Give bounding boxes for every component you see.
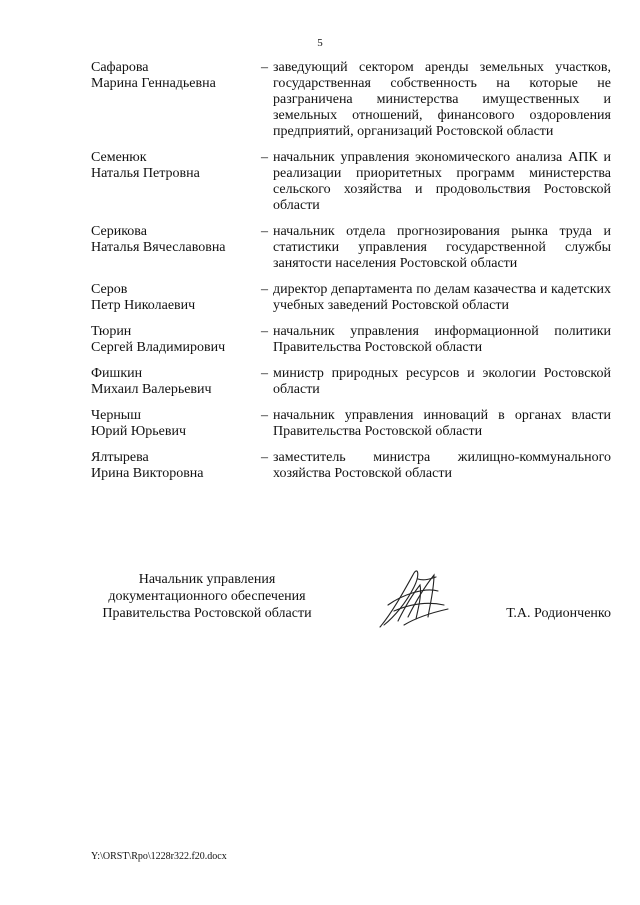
member-given-names: Михаил Валерьевич xyxy=(91,382,212,397)
member-name xyxy=(91,366,257,398)
member-name xyxy=(91,324,257,356)
dash: – xyxy=(261,324,268,339)
list-item xyxy=(91,60,611,140)
dash: – xyxy=(261,408,268,423)
member-surname: Тюрин xyxy=(91,324,132,339)
member-surname: Черныш xyxy=(91,408,141,423)
member-surname: Ялтырева xyxy=(91,450,149,465)
signer-name: Т.А. Родионченко xyxy=(506,606,611,621)
signer-title-line: документационного обеспечения xyxy=(108,589,306,604)
member-surname: Сафарова xyxy=(91,60,149,75)
member-given-names: Сергей Владимирович xyxy=(91,340,226,355)
member-given-names: Наталья Петровна xyxy=(91,166,200,181)
page-number: 5 xyxy=(317,37,323,49)
list-item xyxy=(91,408,611,440)
member-name xyxy=(91,150,257,182)
list-item xyxy=(91,450,611,482)
list-item xyxy=(91,150,611,214)
member-given-names: Петр Николаевич xyxy=(91,298,196,313)
members-list xyxy=(91,60,611,492)
file-path: Y:\ORST\Rpo\1228r322.f20.docx xyxy=(91,851,227,862)
member-position: начальник управления экономического анализа АПК и реализации приоритетных программ министерства сельского хозяйства и продовольствия Ростовской области xyxy=(273,150,611,213)
handwritten-signature xyxy=(374,565,454,635)
member-name xyxy=(91,282,257,314)
list-item xyxy=(91,224,611,272)
dash: – xyxy=(261,60,268,75)
dash: – xyxy=(261,450,268,465)
member-surname: Фишкин xyxy=(91,366,143,381)
member-position: министр природных ресурсов и экологии Ростовской области xyxy=(273,366,611,397)
dash: – xyxy=(261,282,268,297)
member-position: начальник отдела прогнозирования рынка труда и статистики управления государственной службы занятости населения Ростовской области xyxy=(273,224,611,271)
member-name xyxy=(91,224,257,256)
signer-title xyxy=(91,571,323,622)
list-item xyxy=(91,282,611,314)
member-surname: Серикова xyxy=(91,224,147,239)
member-position: заведующий сектором аренды земельных участков, государственная собственность на которые не разграничена министерства имущественных и земельных отношений, финансового оздоровления предприятий, организаций Ростовской области xyxy=(273,60,611,139)
member-position: заместитель министра жилищно-коммунального хозяйства Ростовской области xyxy=(273,450,611,481)
signature-block xyxy=(91,571,611,631)
dash: – xyxy=(261,224,268,239)
member-name xyxy=(91,60,257,92)
list-item xyxy=(91,324,611,356)
member-given-names: Ирина Викторовна xyxy=(91,466,204,481)
member-name xyxy=(91,450,257,482)
signer-title-line: Правительства Ростовской области xyxy=(102,606,312,621)
list-item xyxy=(91,366,611,398)
member-name xyxy=(91,408,257,440)
member-surname: Серов xyxy=(91,282,128,297)
member-surname: Семенюк xyxy=(91,150,147,165)
member-given-names: Марина Геннадьевна xyxy=(91,76,216,91)
dash: – xyxy=(261,366,268,381)
dash: – xyxy=(261,150,268,165)
signer-title-line: Начальник управления xyxy=(138,572,276,587)
member-position: начальник управления информационной политики Правительства Ростовской области xyxy=(273,324,611,355)
member-position: начальник управления инноваций в органах власти Правительства Ростовской области xyxy=(273,408,611,439)
member-position: директор департамента по делам казачества и кадетских учебных заведений Ростовской области xyxy=(273,282,611,313)
member-given-names: Юрий Юрьевич xyxy=(91,424,187,439)
member-given-names: Наталья Вячеславовна xyxy=(91,240,226,255)
